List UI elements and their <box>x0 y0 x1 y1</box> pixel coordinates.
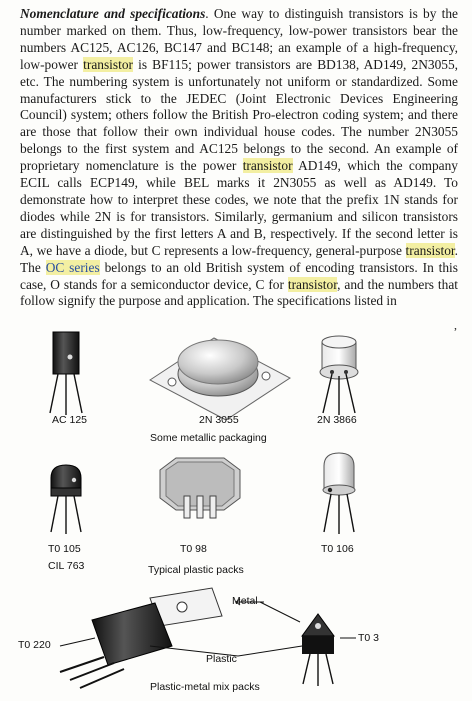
body-paragraph <box>20 6 458 310</box>
2n3866-package-icon <box>320 336 358 415</box>
text-run: , and the numbers that follow signify the purpose and application. The specifications listed in <box>20 276 458 309</box>
label-to105: T0 105 <box>48 543 81 555</box>
to3-plastic-package-icon <box>302 614 334 686</box>
label-metal: Metal <box>232 595 258 607</box>
highlighted-term[interactable]: transistor <box>242 158 293 174</box>
2n3055-package-icon <box>150 338 290 420</box>
to220-package-icon <box>60 588 222 688</box>
label-ac125: AC 125 <box>52 414 88 426</box>
highlighted-term[interactable]: OC series <box>45 259 100 275</box>
caption-plastic: Typical plastic packs <box>148 564 244 576</box>
highlighted-term[interactable]: transistor <box>405 242 455 258</box>
transistor-packages-figure <box>0 320 472 701</box>
label-to98: T0 98 <box>180 543 207 555</box>
label-to106: T0 106 <box>321 543 354 555</box>
to98-package-icon <box>160 458 240 518</box>
text-run: belongs to an old British system of encoding transistors. In this case, O stands for a semiconductor device, C for <box>20 259 458 292</box>
to106-package-icon <box>323 453 355 534</box>
text-run: AD149, which the company ECIL calls ECP149, while BEL marks it 2N3055 as well as AD149. To demonstrate how to interpret these codes, we note that the prefix 1N stands for diodes while 2N is for transistors. Similarly, germanium and silicon transistors are distinguished by the first letters A and B, respectively. If the second letter is A, we have a diode, but C represents a low-frequency, general-purpose <box>20 158 458 258</box>
text-run: . The <box>20 242 458 275</box>
label-to3: T0 3 <box>358 632 380 644</box>
label-cil763: CIL 763 <box>48 560 85 572</box>
caption-mix: Plastic-metal mix packs <box>150 681 260 693</box>
label-plastic: Plastic <box>206 653 237 665</box>
packages-illustration <box>0 320 472 701</box>
stray-mark: , <box>454 318 457 332</box>
caption-metallic: Some metallic packaging <box>150 432 267 444</box>
label-2n3866: 2N 3866 <box>317 414 357 426</box>
text-run: . One way to distinguish transistors is by the number marked on them. Thus, low-frequency, low-power transistors bear the numbers AC125, AC126, BC147 and BC148; an example of a high-frequency, low-power <box>20 6 459 72</box>
text-run: is BF115; power transistors are BD138, AD149, 2N3055, etc. The numbering system is unfortunately not uniform or standardized. Some manufacturers stick to the JEDEC (Joint Electronic Devices Engineering Council) system; others follow the British Pro-electron coding system; and there are those that follow their own individual house codes. The number 2N3055 belongs to the first system and AC125 belongs to the second. An example of proprietary nomenclature is the power <box>20 56 459 174</box>
ac125-package-icon <box>50 332 82 415</box>
to105-package-icon <box>51 465 81 534</box>
label-to220: T0 220 <box>18 639 51 651</box>
highlighted-term[interactable]: transistor <box>287 276 338 292</box>
section-heading: Nomenclature and specifications <box>20 6 206 21</box>
label-2n3055: 2N 3055 <box>199 414 239 426</box>
highlighted-term[interactable]: transistor <box>83 56 133 72</box>
